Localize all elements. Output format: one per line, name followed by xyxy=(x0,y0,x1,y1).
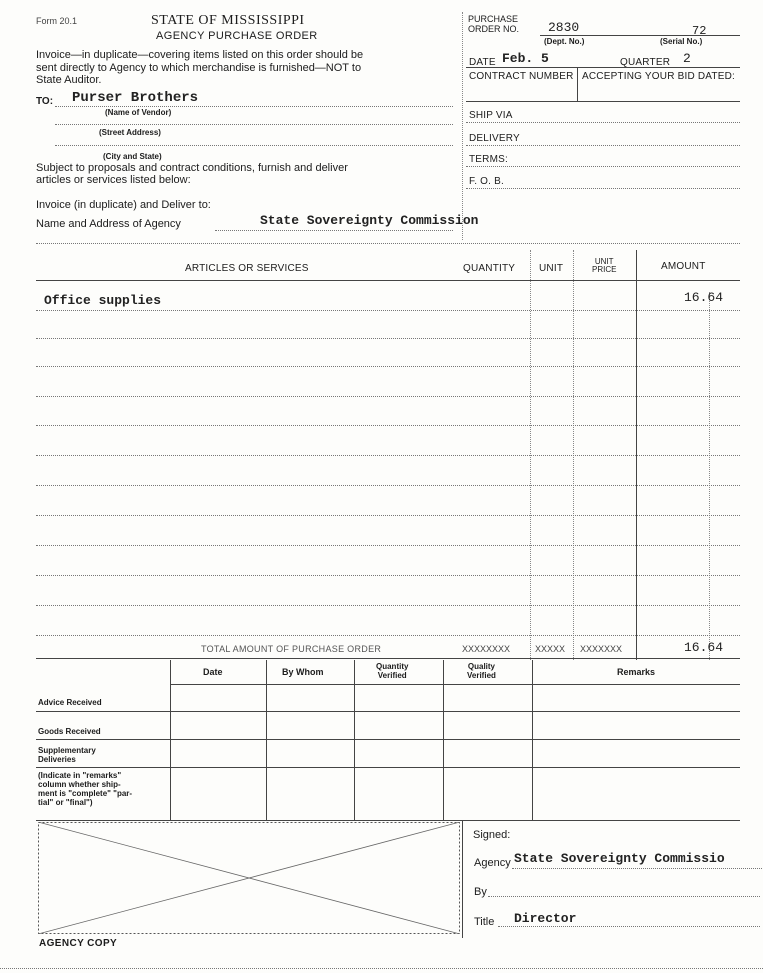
remarks-note-4: tial" or "final") xyxy=(38,798,93,807)
agency-address-line xyxy=(215,230,453,231)
ship-via-line[interactable] xyxy=(466,122,740,123)
to-label: TO: xyxy=(36,96,54,107)
table-row[interactable] xyxy=(36,366,740,367)
col-quantity: QUANTITY xyxy=(463,263,516,274)
advice-received-line xyxy=(36,711,740,712)
table-row[interactable] xyxy=(36,635,740,636)
quarter-value[interactable]: 2 xyxy=(683,51,691,66)
table-row[interactable] xyxy=(36,338,740,339)
total-x-quantity: XXXXXXXX xyxy=(462,644,511,654)
receiving-divider-1 xyxy=(170,660,171,820)
col-articles: ARTICLES OR SERVICES xyxy=(185,263,309,274)
signature-title-line xyxy=(498,926,760,927)
form-title: AGENCY PURCHASE ORDER xyxy=(156,30,318,42)
void-box xyxy=(38,822,460,934)
form-number: Form 20.1 xyxy=(36,16,78,26)
item-description[interactable]: Office supplies xyxy=(44,293,162,308)
table-row[interactable] xyxy=(36,455,740,456)
table-row[interactable] xyxy=(36,396,740,397)
receiving-bottom-line xyxy=(36,820,740,821)
contract-divider xyxy=(577,67,578,101)
advice-received-label: Advice Received xyxy=(38,698,102,707)
col-quantity-verified xyxy=(376,662,408,680)
delivery-line[interactable] xyxy=(466,145,740,146)
col-quality-verified-1: Quality xyxy=(467,662,496,671)
table-row[interactable] xyxy=(36,545,740,546)
supplementary-label-2: Deliveries xyxy=(38,755,76,764)
vendor-name-line xyxy=(55,106,453,107)
contract-line xyxy=(466,101,740,102)
total-x-unit: XXXXX xyxy=(535,644,566,654)
dept-number[interactable]: 2830 xyxy=(548,20,580,35)
terms-label: TERMS: xyxy=(469,154,508,165)
col-quality-verified-2: Verified xyxy=(467,671,496,680)
remarks-note-2: column whether ship- xyxy=(38,780,121,789)
col-by-whom: By Whom xyxy=(282,667,324,677)
terms-line[interactable] xyxy=(466,166,740,167)
subject-instruction-1: Subject to proposals and contract conditions, furnish and deliver xyxy=(36,162,348,174)
col-quantity-verified-2: Verified xyxy=(377,671,407,680)
goods-received-line xyxy=(36,739,740,740)
fob-line[interactable] xyxy=(466,188,740,189)
street-line[interactable] xyxy=(55,124,453,125)
vendor-name-label: (Name of Vendor) xyxy=(105,108,172,117)
receiving-divider-3 xyxy=(354,660,355,820)
col-quantity-verified-1: Quantity xyxy=(376,662,409,671)
agency-copy-label: AGENCY COPY xyxy=(39,938,118,949)
col-amount: AMOUNT xyxy=(661,261,706,272)
col-unit-price xyxy=(592,258,616,274)
dept-label: (Dept. No.) xyxy=(544,37,585,46)
col-unit-price-2: PRICE xyxy=(592,265,617,274)
col-remarks: Remarks xyxy=(617,667,656,677)
table-row[interactable] xyxy=(36,485,740,486)
signed-label: Signed: xyxy=(473,829,511,841)
total-line xyxy=(36,658,740,659)
total-amount[interactable]: 16.64 xyxy=(684,640,724,655)
remarks-note xyxy=(38,771,132,807)
po-label xyxy=(468,14,519,34)
total-label: TOTAL AMOUNT OF PURCHASE ORDER xyxy=(201,644,382,654)
street-label: (Street Address) xyxy=(99,128,161,137)
signature-title-label: Title xyxy=(474,916,495,928)
signature-divider xyxy=(462,820,463,938)
accepting-bid-label: ACCEPTING YOUR BID DATED: xyxy=(582,71,735,82)
table-row[interactable] xyxy=(36,575,740,576)
invoice-instruction-2: sent directly to Agency to which merchandise is furnished—NOT to xyxy=(36,62,362,74)
agency-address-label: Name and Address of Agency xyxy=(36,218,181,230)
city-line[interactable] xyxy=(55,145,453,146)
serial-number[interactable]: 72 xyxy=(692,24,707,38)
invoice-instruction-1: Invoice—in duplicate—covering items listed on this order should be xyxy=(36,49,364,61)
po-label-2: ORDER NO. xyxy=(468,24,520,34)
signature-agency-line xyxy=(512,868,762,869)
signature-by-line[interactable] xyxy=(488,896,760,897)
table-row[interactable] xyxy=(36,515,740,516)
table-header-line xyxy=(36,280,740,281)
vendor-name[interactable]: Purser Brothers xyxy=(72,90,199,106)
receiving-divider-2 xyxy=(266,660,267,820)
receiving-divider-4 xyxy=(443,660,444,820)
order-date[interactable]: Feb. 5 xyxy=(502,51,549,66)
remarks-note-1: (Indicate in "remarks" xyxy=(38,771,122,780)
invoice-instruction-3: State Auditor. xyxy=(36,74,102,86)
col-date: Date xyxy=(203,667,223,677)
contract-number-label: CONTRACT NUMBER xyxy=(469,71,574,82)
table-row[interactable] xyxy=(36,310,740,311)
subject-instruction-2: articles or services listed below: xyxy=(36,174,191,186)
po-label-1: PURCHASE xyxy=(468,14,519,24)
supplementary-line xyxy=(36,767,740,768)
header-divider xyxy=(462,12,463,240)
table-row[interactable] xyxy=(36,605,740,606)
state-title: STATE OF MISSISSIPPI xyxy=(151,13,305,28)
ship-via-label: SHIP VIA xyxy=(469,110,513,121)
table-row[interactable] xyxy=(36,425,740,426)
city-label: (City and State) xyxy=(103,152,162,161)
fob-label: F. O. B. xyxy=(469,176,504,187)
signature-by-label: By xyxy=(474,886,487,898)
agency-address-value[interactable]: State Sovereignty Commission xyxy=(260,213,479,228)
serial-label: (Serial No.) xyxy=(660,37,703,46)
col-unit-price-1: UNIT xyxy=(594,257,614,266)
date-label: DATE xyxy=(469,57,496,68)
quarter-label: QUARTER xyxy=(620,57,671,68)
receiving-header-line xyxy=(170,684,740,685)
col-unit: UNIT xyxy=(539,263,564,274)
total-x-price: XXXXXXX xyxy=(580,644,623,654)
receiving-divider-5 xyxy=(532,660,533,820)
col-quality-verified xyxy=(467,662,496,680)
supplementary-label xyxy=(38,746,96,764)
item-amount[interactable]: 16.64 xyxy=(684,290,724,305)
perforation-line xyxy=(0,968,763,969)
signature-agency-label: Agency xyxy=(474,857,511,869)
supplementary-label-1: Supplementary xyxy=(38,746,96,755)
date-line xyxy=(466,67,740,68)
po-number-line xyxy=(540,35,740,36)
remarks-note-3: ment is "complete" "par- xyxy=(38,789,133,798)
signature-title-value[interactable]: Director xyxy=(514,911,577,926)
invoice-deliver-label: Invoice (in duplicate) and Deliver to: xyxy=(36,199,211,211)
delivery-label: DELIVERY xyxy=(469,133,520,144)
table-top-line xyxy=(36,243,740,244)
signature-agency-value[interactable]: State Sovereignty Commissio xyxy=(514,851,725,866)
goods-received-label: Goods Received xyxy=(38,727,101,736)
